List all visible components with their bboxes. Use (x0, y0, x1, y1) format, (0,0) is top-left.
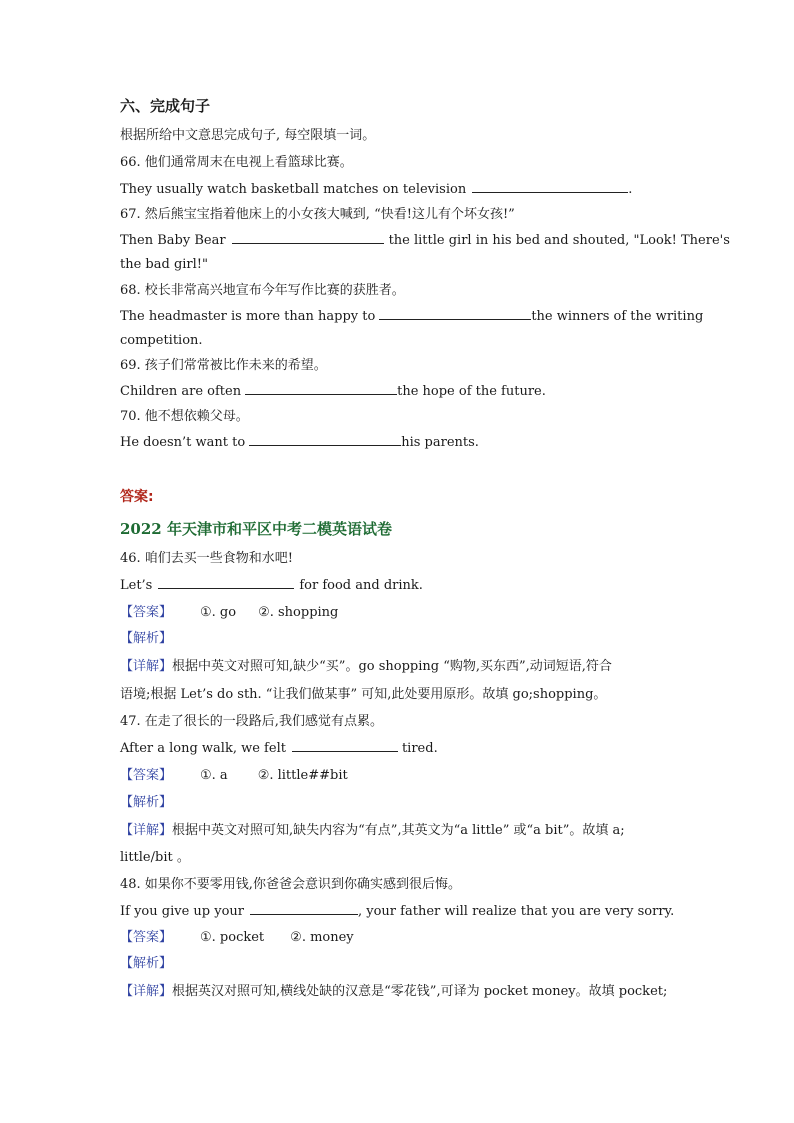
answer-label: 【答案】 (120, 768, 173, 783)
answer-48-cn: 48. 如果你不要零用钱,你爸爸会意识到你确实感到很后悔。 (120, 877, 461, 892)
question-67-en (120, 232, 730, 250)
question-68-en-cont: competition. (120, 333, 203, 348)
question-70-en (120, 434, 479, 452)
answers-heading: 答案: (120, 489, 154, 505)
answer-46-detail-2: 语境;根据 Let’s do sth. “让我们做某事” 可知,此处要用原形。故填 go;shopping。 (120, 687, 607, 702)
answer-47-en-text: After a long walk, we felt (120, 741, 286, 756)
answer-47-detail-2: little/bit 。 (120, 850, 190, 865)
answer-47-row (120, 767, 348, 785)
question-69-en (120, 383, 546, 401)
analysis-label: 【解析】 (120, 631, 173, 646)
answer-48-detail (120, 983, 667, 1001)
question-70-en-tail: his parents. (401, 435, 479, 450)
answer-blank[interactable] (245, 383, 397, 395)
question-66-cn: 66. 他们通常周末在电视上看篮球比赛。 (120, 155, 353, 170)
answer-47-en (120, 740, 438, 758)
question-68-en-tail: the winners of the writing (531, 309, 704, 324)
question-68-en (120, 308, 703, 326)
section-title: 六、完成句子 (120, 97, 211, 115)
question-67-en-cont: the bad girl!" (120, 257, 209, 272)
answer-46-row (120, 604, 338, 622)
question-70-en-text: He doesn’t want to (120, 435, 246, 450)
answer-47-a1: ①. a (200, 768, 228, 783)
question-66-en-tail: . (628, 182, 633, 197)
answer-label: 【答案】 (120, 605, 173, 620)
question-67-en-tail: the little girl in his bed and shouted, "Look! There's (388, 233, 730, 248)
answer-48-a1: ①. pocket (200, 930, 265, 945)
detail-label: 【详解】 (120, 823, 173, 838)
exam-title: 2022 年天津市和平区中考二模英语试卷 (120, 520, 392, 538)
answer-blank[interactable] (249, 434, 401, 446)
answer-46-cn: 46. 咱们去买一些食物和水吧! (120, 551, 294, 566)
answer-48-en (120, 903, 674, 921)
question-67-en-text: Then Baby Bear (120, 233, 226, 248)
section-instruction: 根据所给中文意思完成句子, 每空限填一词。 (120, 128, 376, 143)
answer-46-detail-text: 根据中英文对照可知,缺少“买”。go shopping “购物,买东西”,动词短语,符合 (172, 659, 612, 674)
answer-46-en-tail: for food and drink. (299, 578, 423, 593)
answer-label: 【答案】 (120, 930, 173, 945)
question-69-en-text: Children are often (120, 384, 242, 399)
question-68-en-text: The headmaster is more than happy to (120, 309, 376, 324)
answer-47-cn: 47. 在走了很长的一段路后,我们感觉有点累。 (120, 714, 383, 729)
question-66-en (120, 181, 632, 199)
question-68-cn: 68. 校长非常高兴地宣布今年写作比赛的获胜者。 (120, 283, 405, 298)
question-69-cn: 69. 孩子们常常被比作未来的希望。 (120, 358, 327, 373)
answer-47-en-tail: tired. (401, 741, 438, 756)
detail-label: 【详解】 (120, 984, 173, 999)
analysis-label: 【解析】 (120, 795, 173, 810)
answer-blank[interactable] (250, 903, 358, 915)
answer-46-en-text: Let’s (120, 578, 153, 593)
answer-48-a2: ②. money (290, 930, 354, 945)
question-67-cn: 67. 然后熊宝宝指着他床上的小女孩大喊到, “快看!这儿有个坏女孩!” (120, 207, 515, 222)
answer-blank[interactable] (472, 181, 628, 193)
answer-blank[interactable] (158, 577, 294, 589)
answer-46-en (120, 577, 423, 595)
answer-46-a2: ②. shopping (258, 605, 339, 620)
detail-label: 【详解】 (120, 659, 173, 674)
answer-48-en-text: If you give up your (120, 904, 244, 919)
answer-47-a2: ②. little##bit (257, 768, 348, 783)
answer-46-a1: ①. go (200, 605, 237, 620)
question-66-en-text: They usually watch basketball matches on television (120, 182, 467, 197)
answer-48-detail-text: 根据英汉对照可知,横线处缺的汉意是“零花钱”,可译为 pocket money。故填 pocket; (172, 984, 668, 999)
analysis-label: 【解析】 (120, 956, 173, 971)
answer-48-row (120, 929, 354, 947)
answer-blank[interactable] (379, 308, 531, 320)
answer-blank[interactable] (292, 740, 398, 752)
question-70-cn: 70. 他不想依赖父母。 (120, 409, 249, 424)
answer-48-en-tail: , your father will realize that you are very sorry. (358, 904, 675, 919)
answer-46-detail (120, 658, 612, 676)
answer-blank[interactable] (232, 232, 384, 244)
question-69-en-tail: the hope of the future. (397, 384, 546, 399)
answer-47-detail-text: 根据中英文对照可知,缺失内容为“有点”,其英文为“a little” 或“a bit”。故填 a; (172, 823, 625, 838)
answer-47-detail (120, 822, 625, 840)
